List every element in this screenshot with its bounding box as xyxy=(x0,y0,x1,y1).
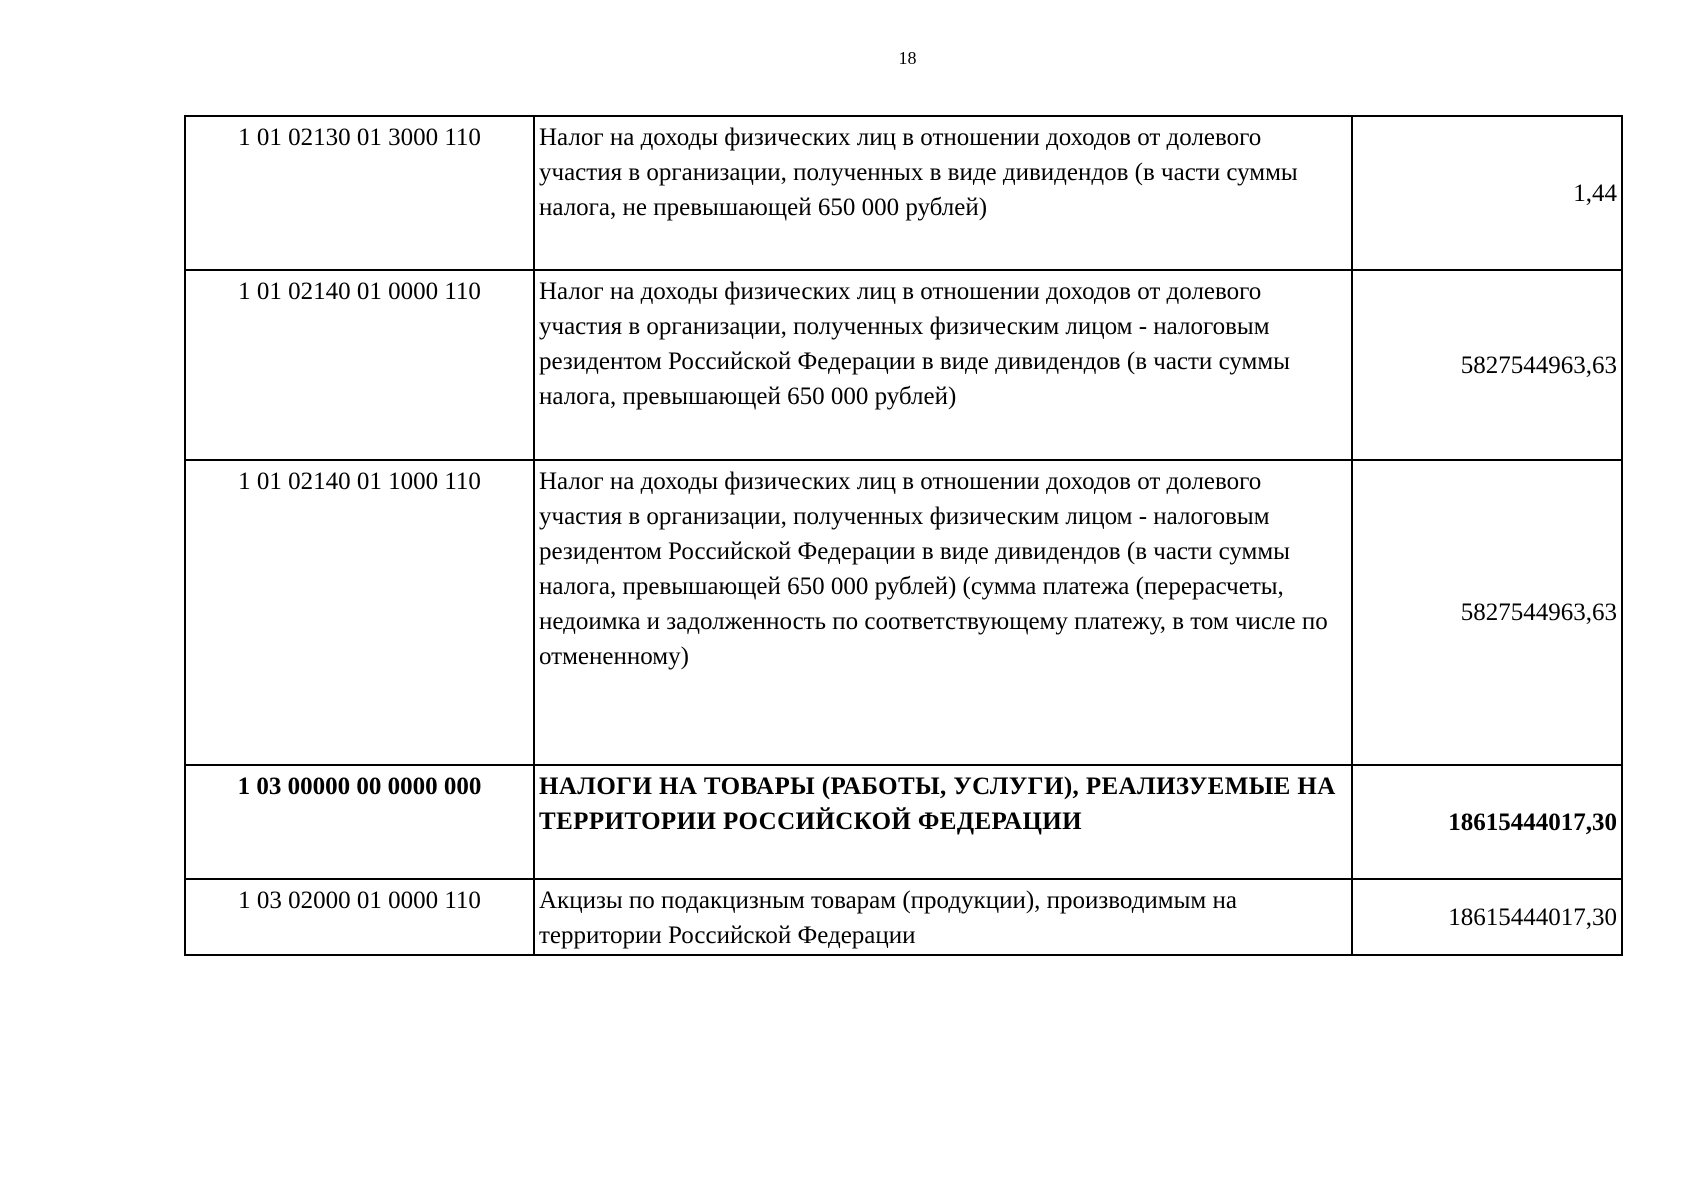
description-cell: НАЛОГИ НА ТОВАРЫ (РАБОТЫ, УСЛУГИ), РЕАЛИЗУЕМЫЕ НА ТЕРРИТОРИИ РОССИЙСКОЙ ФЕДЕРАЦИИ xyxy=(534,765,1352,879)
table-row xyxy=(185,460,1622,765)
revenue-table xyxy=(184,115,1623,956)
amount-cell: 1,44 xyxy=(1352,116,1622,270)
budget-code-cell: 1 01 02140 01 0000 110 xyxy=(185,270,534,460)
amount-cell: 5827544963,63 xyxy=(1352,460,1622,765)
table-row-section-total xyxy=(185,765,1622,879)
budget-code-cell: 1 01 02140 01 1000 110 xyxy=(185,460,534,765)
page-number: 18 xyxy=(898,48,917,68)
budget-code-cell: 1 03 00000 00 0000 000 xyxy=(185,765,534,879)
table-row xyxy=(185,270,1622,460)
amount-cell: 5827544963,63 xyxy=(1352,270,1622,460)
description-cell: Налог на доходы физических лиц в отношении доходов от долевого участия в организации, полученных в виде дивидендов (в части суммы налога, не превышающей 650 000 рублей) xyxy=(534,116,1352,270)
description-cell: Акцизы по подакцизным товарам (продукции), производимым на территории Российской Федерации xyxy=(534,879,1352,955)
amount-cell: 18615444017,30 xyxy=(1352,765,1622,879)
description-cell: Налог на доходы физических лиц в отношении доходов от долевого участия в организации, полученных физическим лицом - налоговым резидентом Российской Федерации в виде дивидендов (в части суммы налога, превышающей 650 000 рублей) xyxy=(534,270,1352,460)
budget-code-cell: 1 01 02130 01 3000 110 xyxy=(185,116,534,270)
table-row xyxy=(185,879,1622,955)
table-row xyxy=(185,116,1622,270)
amount-cell: 18615444017,30 xyxy=(1352,879,1622,955)
description-cell: Налог на доходы физических лиц в отношении доходов от долевого участия в организации, полученных физическим лицом - налоговым резидентом Российской Федерации в виде дивидендов (в части суммы налога, превышающей 650 000 рублей) (сумма платежа (перерасчеты, недоимка и задолженность по соответствующему платежу, в том числе по отмененному) xyxy=(534,460,1352,765)
budget-code-cell: 1 03 02000 01 0000 110 xyxy=(185,879,534,955)
